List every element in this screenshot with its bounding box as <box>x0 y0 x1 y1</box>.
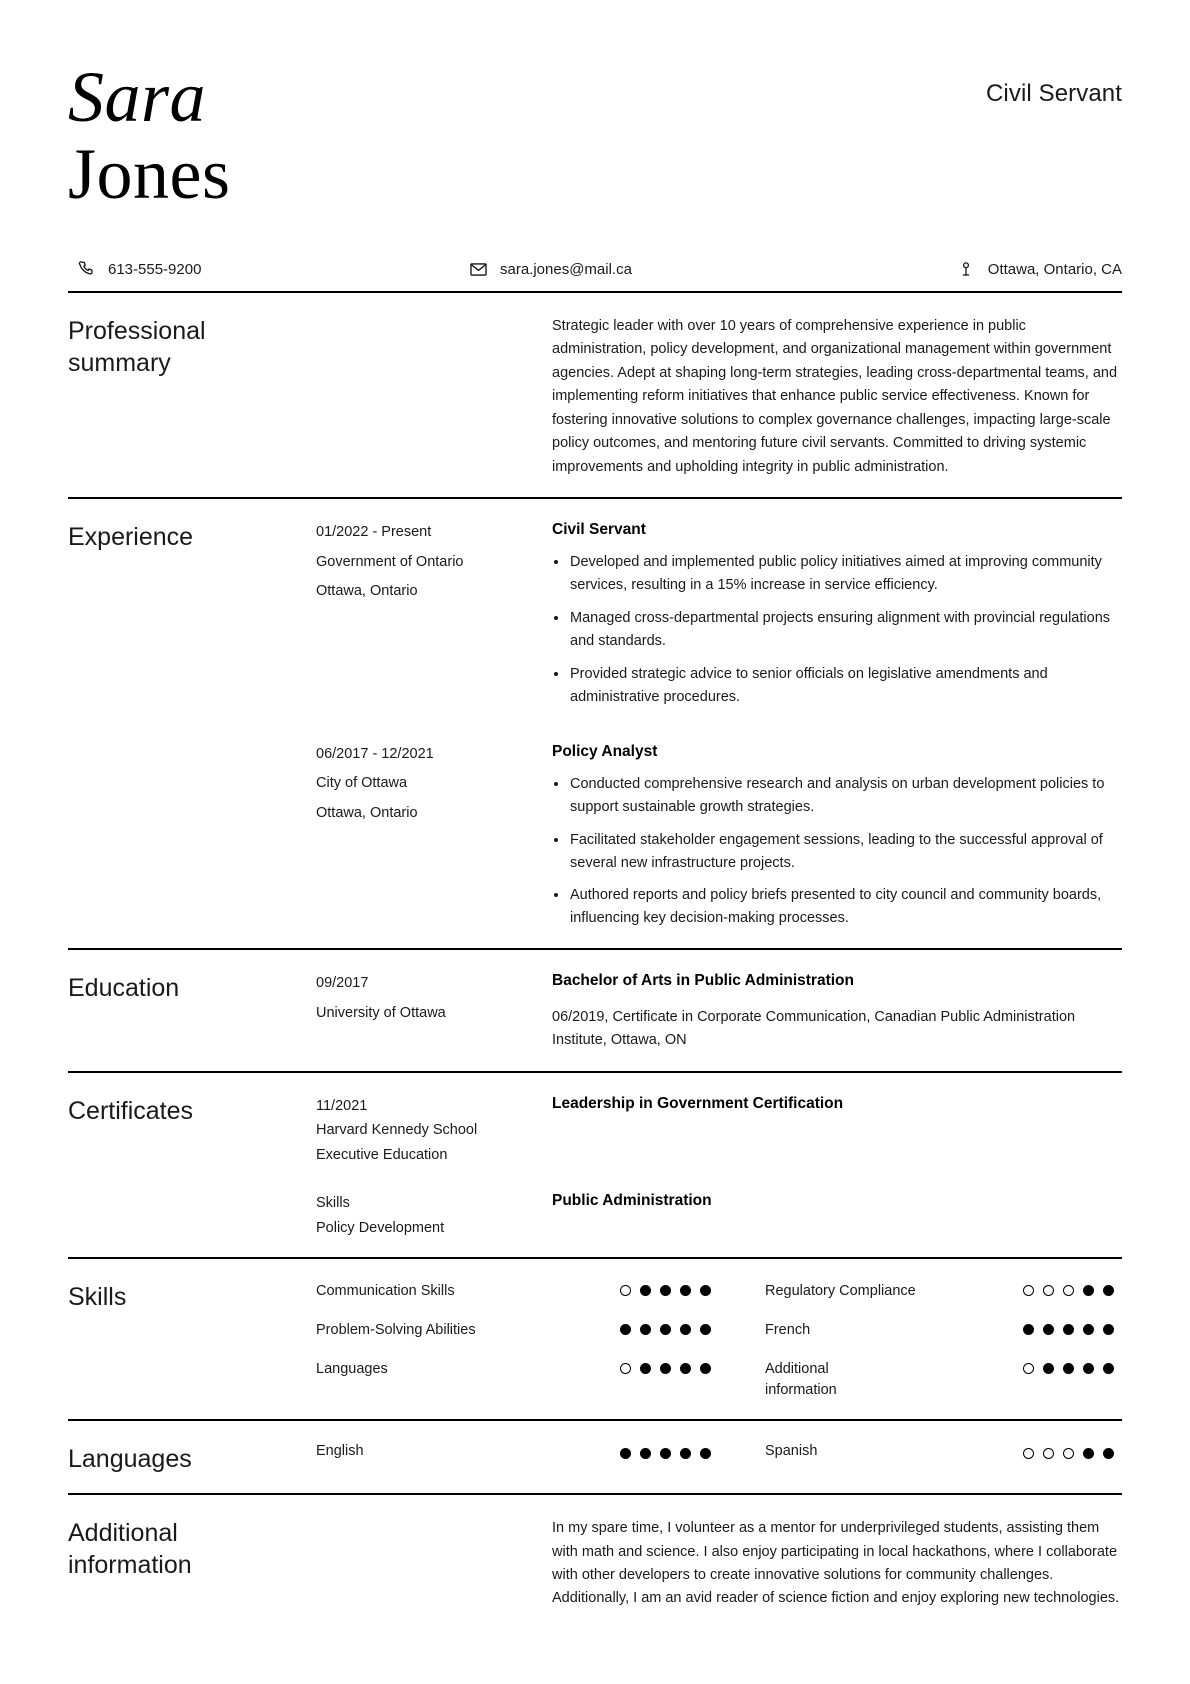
certificate-organization: Harvard Kennedy School <box>316 1122 478 1139</box>
certificates-entries <box>316 1095 1122 1239</box>
skill-rating <box>620 1359 719 1374</box>
rating-dot-empty <box>620 1285 631 1296</box>
certificate-entry <box>316 1095 1122 1166</box>
skill-rating <box>1023 1320 1122 1335</box>
rating-dot-filled <box>1023 1324 1034 1335</box>
contact-email[interactable] <box>468 259 868 279</box>
section-title: Certificates <box>68 1096 194 1125</box>
education-degree: Bachelor of Arts in Public Administration <box>552 972 854 990</box>
section-title: Additional information <box>68 1519 192 1580</box>
certificate-entry <box>316 1192 1122 1239</box>
skill-row <box>765 1320 1122 1342</box>
skills-column-right <box>719 1281 1122 1401</box>
certificate-body <box>552 1095 1122 1166</box>
experience-role: Policy Analyst <box>552 742 658 760</box>
map-pin-icon <box>956 259 976 279</box>
certificate-meta <box>316 1095 552 1166</box>
experience-organization: Government of Ontario <box>316 553 464 570</box>
last-name: Jones <box>68 133 231 214</box>
experience-meta <box>316 743 552 930</box>
rating-dot-filled <box>680 1363 691 1374</box>
section-professional-summary <box>68 293 1122 497</box>
section-additional-information <box>68 1495 1122 1629</box>
phone-text: 613-555-9200 <box>108 260 202 278</box>
rating-dot-filled <box>1063 1324 1074 1335</box>
experience-meta <box>316 521 552 708</box>
rating-dot-filled <box>640 1448 651 1459</box>
rating-dot-empty <box>1063 1285 1074 1296</box>
experience-role: Civil Servant <box>552 521 646 539</box>
bullet-item: Conducted comprehensive research and analysis on urban development policies to support sustainable growth strategies. <box>552 773 1122 819</box>
rating-dot-filled <box>700 1324 711 1335</box>
contact-row <box>68 247 1122 291</box>
skill-row <box>316 1359 719 1381</box>
bullet-item: Developed and implemented public policy initiatives aimed at improving community services, resulting in a 15% increase in service efficiency. <box>552 551 1122 597</box>
experience-bullets <box>552 551 1122 708</box>
rating-dot-filled <box>1103 1324 1114 1335</box>
section-skills <box>68 1259 1122 1419</box>
contact-phone[interactable] <box>68 259 468 279</box>
rating-dot-filled <box>1063 1363 1074 1374</box>
certificate-date: 11/2021 <box>316 1097 368 1114</box>
section-experience <box>68 499 1122 948</box>
education-date: 09/2017 <box>316 975 369 992</box>
skill-row <box>765 1281 1122 1303</box>
certificates-label <box>68 1095 316 1239</box>
experience-details <box>552 743 1122 930</box>
summary-label <box>68 315 316 479</box>
contact-location <box>868 259 1122 279</box>
additional-meta-spacer <box>316 1517 552 1611</box>
certificate-organization: Policy Development <box>316 1219 445 1236</box>
certificate-organization-line2: Executive Education <box>316 1146 448 1163</box>
job-title: Civil Servant <box>985 80 1122 107</box>
skill-row <box>765 1359 1122 1401</box>
rating-dot-filled <box>620 1448 631 1459</box>
resume-header <box>68 57 1122 237</box>
rating-dot-filled <box>680 1324 691 1335</box>
languages-column-left <box>316 1443 719 1459</box>
language-rating <box>1023 1444 1122 1459</box>
education-label <box>68 972 316 1052</box>
rating-dot-filled <box>660 1448 671 1459</box>
skill-name: Languages <box>316 1360 388 1377</box>
summary-text: Strategic leader with over 10 years of comprehensive experience in public administration, policy development, and organizational management within government agencies. Adept at shaping long-term strategies, leading cross-departmental teams, and implementing reform initiatives that enhance public service effectiveness. Known for fostering innovative solutions to complex governance challenges, impacting large-scale policy outcomes, and mentoring future civil servants. Committed to driving systemic improvements and upholding integrity in public administration. <box>552 318 1118 475</box>
bullet-item: Provided strategic advice to senior officials on legislative amendments and administrative procedures. <box>552 663 1122 709</box>
experience-dates: 06/2017 - 12/2021 <box>316 745 434 762</box>
email-text: sara.jones@mail.ca <box>500 260 632 278</box>
skill-row <box>316 1320 719 1342</box>
rating-dot-filled <box>640 1324 651 1335</box>
section-title: Professional summary <box>68 317 206 377</box>
certificate-meta <box>316 1192 552 1239</box>
certificate-date: Skills <box>316 1195 350 1212</box>
rating-dot-filled <box>620 1324 631 1335</box>
language-row <box>316 1443 719 1459</box>
education-extra: 06/2019, Certificate in Corporate Communication, Canadian Public Administration Institute, Ottawa, ON <box>552 1009 1076 1049</box>
bullet-item: Authored reports and policy briefs presented to city council and community boards, influencing key decision-making processes. <box>552 884 1122 930</box>
skill-name: French <box>765 1321 811 1338</box>
rating-dot-empty <box>1043 1448 1054 1459</box>
skill-name: Communication Skills <box>316 1282 455 1299</box>
envelope-icon <box>468 259 488 279</box>
education-meta <box>316 972 552 1052</box>
rating-dot-filled <box>1103 1363 1114 1374</box>
location-text: Ottawa, Ontario, CA <box>987 260 1122 278</box>
experience-dates: 01/2022 - Present <box>316 524 432 541</box>
rating-dot-filled <box>680 1448 691 1459</box>
section-languages <box>68 1421 1122 1493</box>
additional-label <box>68 1517 316 1611</box>
rating-dot-filled <box>1083 1285 1094 1296</box>
rating-dot-filled <box>660 1285 671 1296</box>
skill-rating <box>620 1281 719 1296</box>
languages-label <box>68 1443 316 1475</box>
experience-location: Ottawa, Ontario <box>316 583 418 600</box>
section-title: Education <box>68 974 180 1003</box>
rating-dot-empty <box>1023 1448 1034 1459</box>
certificate-name: Public Administration <box>552 1192 712 1210</box>
language-rating <box>620 1444 719 1459</box>
rating-dot-filled <box>1083 1363 1094 1374</box>
additional-body <box>552 1517 1122 1611</box>
rating-dot-filled <box>660 1324 671 1335</box>
skills-column-left <box>316 1281 719 1401</box>
skill-name: Problem-Solving Abilities <box>316 1321 476 1338</box>
rating-dot-filled <box>660 1363 671 1374</box>
rating-dot-filled <box>640 1285 651 1296</box>
skill-row <box>316 1281 719 1303</box>
section-title: Skills <box>68 1282 127 1311</box>
skill-rating <box>1023 1359 1122 1374</box>
rating-dot-filled <box>1043 1324 1054 1335</box>
certificate-body <box>552 1192 1122 1239</box>
languages-column-right <box>719 1443 1122 1459</box>
experience-bullets <box>552 773 1122 930</box>
skill-rating <box>1023 1281 1122 1296</box>
rating-dot-empty <box>620 1363 631 1374</box>
rating-dot-filled <box>680 1285 691 1296</box>
section-title: Languages <box>68 1445 192 1474</box>
experience-entry <box>316 743 1122 930</box>
language-row <box>765 1443 1122 1459</box>
skills-grid <box>316 1281 1122 1401</box>
education-body <box>552 972 1122 1052</box>
experience-entries <box>316 521 1122 930</box>
language-name: Spanish <box>765 1443 818 1460</box>
skill-rating <box>620 1320 719 1335</box>
experience-label <box>68 521 316 930</box>
first-name: Sara <box>68 57 207 137</box>
bullet-item: Facilitated stakeholder engagement sessions, leading to the successful approval of several new infrastructure projects. <box>552 829 1122 875</box>
experience-details <box>552 521 1122 708</box>
skills-label <box>68 1281 316 1401</box>
additional-text: In my spare time, I volunteer as a mentor for underprivileged students, assisting them with math and science. I also enjoy participating in local hackathons, where I collaborate with other developers to create innovative solutions for community challenges. Additionally, I am an avid reader of science fiction and enjoy exploring new technologies. <box>552 1520 1120 1607</box>
rating-dot-empty <box>1043 1285 1054 1296</box>
rating-dot-empty <box>1023 1363 1034 1374</box>
rating-dot-filled <box>1083 1324 1094 1335</box>
summary-meta-spacer <box>316 315 552 479</box>
certificate-name: Leadership in Government Certification <box>552 1094 844 1112</box>
education-institution: University of Ottawa <box>316 1004 446 1021</box>
skill-name: Additional information <box>765 1360 837 1398</box>
skill-name: Regulatory Compliance <box>765 1282 916 1299</box>
rating-dot-filled <box>1043 1363 1054 1374</box>
rating-dot-empty <box>1023 1285 1034 1296</box>
section-certificates <box>68 1073 1122 1257</box>
phone-icon <box>76 259 96 279</box>
bullet-item: Managed cross-departmental projects ensuring alignment with provincial regulations and standards. <box>552 607 1122 653</box>
section-education <box>68 950 1122 1070</box>
rating-dot-filled <box>700 1285 711 1296</box>
rating-dot-filled <box>700 1363 711 1374</box>
rating-dot-filled <box>1103 1285 1114 1296</box>
rating-dot-filled <box>1103 1448 1114 1459</box>
section-title: Experience <box>68 523 194 552</box>
languages-grid <box>316 1443 1122 1475</box>
language-name: English <box>316 1443 364 1460</box>
rating-dot-filled <box>640 1363 651 1374</box>
candidate-name <box>68 57 231 214</box>
summary-body <box>552 315 1122 479</box>
experience-entry <box>316 521 1122 708</box>
rating-dot-filled <box>700 1448 711 1459</box>
experience-organization: City of Ottawa <box>316 775 408 792</box>
experience-location: Ottawa, Ontario <box>316 804 418 821</box>
rating-dot-filled <box>1083 1448 1094 1459</box>
rating-dot-empty <box>1063 1448 1074 1459</box>
